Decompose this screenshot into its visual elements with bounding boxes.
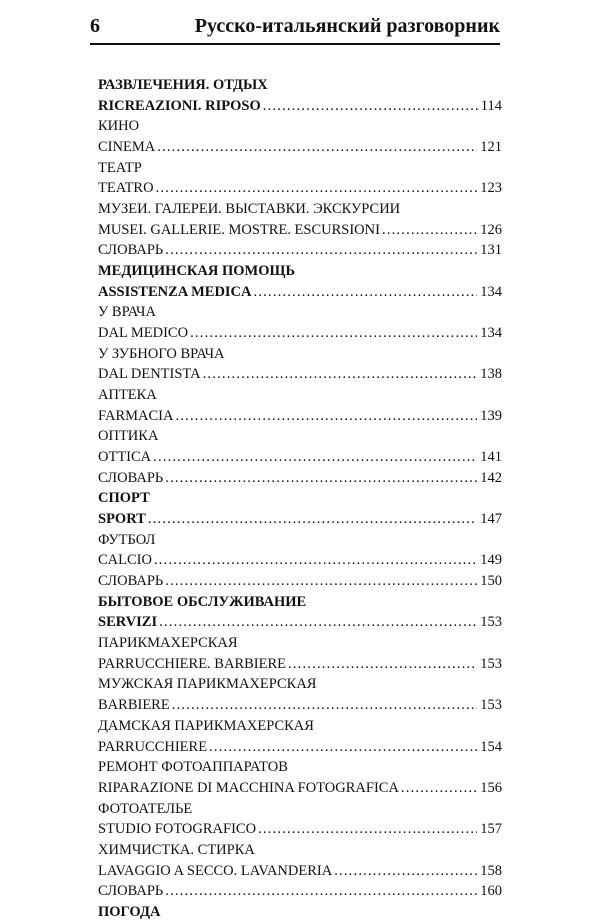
dot-leader: [209, 737, 477, 758]
toc-entry-title: RICREAZIONI. RIPOSO: [98, 97, 261, 114]
toc-entry-title: ХИМЧИСТКА. СТИРКА: [98, 841, 255, 858]
toc-entry: [98, 468, 502, 489]
toc-entry-row: [98, 737, 502, 758]
toc-entry: [98, 550, 502, 571]
dot-leader: [165, 881, 477, 902]
dot-leader: [401, 778, 477, 799]
toc-entry: [98, 633, 502, 654]
toc-entry: [98, 840, 502, 861]
dot-leader: [258, 819, 477, 840]
toc-entry-title: РЕМОНТ ФОТОАППАРАТОВ: [98, 759, 288, 776]
toc-entry-row: [98, 220, 502, 241]
dot-leader: [203, 364, 478, 385]
toc-page-number: 156: [480, 779, 502, 796]
toc-entry: [98, 654, 502, 675]
dot-leader: [165, 571, 477, 592]
toc-page-number: 158: [480, 862, 502, 879]
dot-leader: [156, 178, 478, 199]
toc-page-number: 138: [480, 366, 502, 383]
toc-entry: [98, 406, 502, 427]
toc-entry-title: PARRUCCHIERE: [98, 738, 208, 755]
toc-entry: [98, 530, 502, 551]
dot-leader: [165, 240, 477, 261]
toc-section-heading: [98, 509, 502, 530]
toc-page-number: 160: [480, 883, 502, 900]
dot-leader: [382, 220, 477, 241]
toc-page-number: 150: [480, 573, 502, 590]
toc-entry: [98, 220, 502, 241]
toc-entry-row: [98, 571, 502, 592]
dot-leader: [159, 612, 477, 633]
toc-entry-title: У ВРАЧА: [98, 304, 156, 321]
toc-page-number: 154: [480, 738, 502, 755]
toc-entry-title: BARBIERE: [98, 697, 170, 714]
toc-entry-row: [98, 819, 502, 840]
dot-leader: [263, 96, 478, 117]
toc-page-number: 134: [480, 283, 502, 300]
toc-entry-title: DAL DENTISTA: [98, 366, 201, 383]
dot-leader: [154, 550, 477, 571]
toc-entry: [98, 447, 502, 468]
toc-entry: [98, 323, 502, 344]
toc-entry: [98, 116, 502, 137]
toc-entry: [98, 819, 502, 840]
toc-entry-title: DAL MEDICO: [98, 325, 189, 342]
toc-entry: [98, 695, 502, 716]
toc-entry-title: SPORT: [98, 511, 146, 528]
toc-entry-row: [98, 509, 502, 530]
toc-section-heading: [98, 488, 502, 509]
toc-entry-title: МЕДИЦИНСКАЯ ПОМОЩЬ: [98, 263, 296, 280]
toc-entry-title: LAVAGGIO A SECCO. LAVANDERIA: [98, 862, 333, 879]
toc-entry: [98, 757, 502, 778]
toc-entry: [98, 199, 502, 220]
toc-entry: [98, 861, 502, 882]
toc-entry-title: TEATRO: [98, 180, 154, 197]
toc-entry: [98, 571, 502, 592]
dot-leader: [334, 861, 477, 882]
toc-entry-title: ASSISTENZA MEDICA: [98, 283, 252, 300]
toc-page-number: 126: [480, 221, 502, 238]
toc-entry-title: SERVIZI: [98, 614, 158, 631]
dot-leader: [254, 282, 478, 303]
toc-page-number: 123: [480, 180, 502, 197]
toc-entry-row: [98, 695, 502, 716]
toc-entry-title: STUDIO FOTOGRAFICO: [98, 821, 257, 838]
toc-section-heading: [98, 902, 502, 923]
toc-entry-row: [98, 881, 502, 902]
toc-entry-title: ФОТОАТЕЛЬЕ: [98, 800, 193, 817]
toc-entry-title: МУЗЕИ. ГАЛЕРЕИ. ВЫСТАВКИ. ЭКСКУРСИИ: [98, 201, 401, 218]
toc-section-heading: [98, 592, 502, 613]
toc-entry: [98, 799, 502, 820]
dot-leader: [175, 406, 477, 427]
toc-page-number: 121: [480, 139, 502, 156]
toc-entry: [98, 302, 502, 323]
toc-entry-title: CINEMA: [98, 139, 156, 156]
toc-entry-title: ТЕАТР: [98, 159, 142, 176]
toc-entry-row: [98, 468, 502, 489]
toc-entry: [98, 737, 502, 758]
toc-entry-title: СЛОВАРЬ: [98, 883, 164, 900]
toc-section-heading: [98, 96, 502, 117]
toc-entry-title: CALCIO: [98, 552, 152, 569]
toc-entry-title: РАЗВЛЕЧЕНИЯ. ОТДЫХ: [98, 77, 268, 93]
toc-entry: [98, 344, 502, 365]
toc-entry-title: ОПТИКА: [98, 428, 159, 445]
toc-entry-row: [98, 178, 502, 199]
toc-entry-title: MUSEI. GALLERIE. MOSTRE. ESCURSIONI: [98, 221, 380, 238]
table-of-contents: [98, 75, 502, 923]
toc-entry: [98, 178, 502, 199]
page-header: [90, 10, 500, 46]
toc-entry: [98, 426, 502, 447]
dot-leader: [153, 447, 477, 468]
toc-entry: [98, 778, 502, 799]
toc-entry-row: [98, 550, 502, 571]
toc-entry: [98, 674, 502, 695]
toc-entry: [98, 137, 502, 158]
toc-entry-title: ПОГОДА: [98, 903, 161, 920]
toc-entry-row: [98, 612, 502, 633]
toc-page-number: 134: [480, 325, 502, 342]
toc-entry: [98, 716, 502, 737]
toc-page-number: 142: [480, 469, 502, 486]
toc-page-number: 131: [480, 242, 502, 259]
toc-entry: [98, 240, 502, 261]
toc-section-heading: [98, 612, 502, 633]
toc-entry: [98, 385, 502, 406]
toc-entry-row: [98, 282, 502, 303]
toc-entry-title: PARRUCCHIERE. BARBIERE: [98, 655, 286, 672]
toc-entry-row: [98, 654, 502, 675]
toc-entry-title: RIPARAZIONE DI MACCHINA FOTOGRAFICA: [98, 779, 399, 796]
dot-leader: [148, 509, 477, 530]
toc-entry-row: [98, 778, 502, 799]
toc-entry-title: БЫТОВОЕ ОБСЛУЖИВАНИЕ: [98, 593, 307, 610]
toc-page-number: 157: [480, 821, 502, 838]
toc-page-number: 147: [480, 511, 502, 528]
toc-entry-title: СЛОВАРЬ: [98, 573, 164, 590]
dot-leader: [190, 323, 477, 344]
toc-entry-title: СЛОВАРЬ: [98, 469, 164, 486]
toc-entry-title: OTTICA: [98, 449, 152, 466]
toc-page-number: 149: [480, 552, 502, 569]
page-number: 6: [90, 15, 100, 37]
dot-leader: [157, 137, 477, 158]
toc-entry-title: СЛОВАРЬ: [98, 242, 164, 259]
toc-entry-title: ФУТБОЛ: [98, 531, 156, 548]
toc-section-heading: [98, 75, 502, 96]
header-rule: [90, 43, 500, 45]
toc-entry-row: [98, 447, 502, 468]
dot-leader: [165, 468, 477, 489]
toc-entry-row: [98, 240, 502, 261]
toc-entry: [98, 158, 502, 179]
toc-entry-row: [98, 364, 502, 385]
toc-page-number: 141: [480, 449, 502, 466]
toc-entry-title: МУЖСКАЯ ПАРИКМАХЕРСКАЯ: [98, 676, 317, 693]
toc-entry-row: [98, 96, 502, 117]
toc-entry-title: ПАРИКМАХЕРСКАЯ: [98, 635, 238, 652]
toc-section-heading: [98, 282, 502, 303]
toc-entry: [98, 881, 502, 902]
toc-entry-row: [98, 406, 502, 427]
toc-entry-title: ДАМСКАЯ ПАРИКМАХЕРСКАЯ: [98, 717, 314, 734]
toc-section-heading: [98, 261, 502, 282]
toc-entry-row: [98, 323, 502, 344]
toc-page-number: 153: [480, 655, 502, 672]
dot-leader: [172, 695, 478, 716]
toc-entry: [98, 364, 502, 385]
toc-page-number: 114: [480, 97, 502, 114]
toc-entry-row: [98, 137, 502, 158]
toc-entry-title: У ЗУБНОГО ВРАЧА: [98, 345, 225, 362]
dot-leader: [288, 654, 477, 675]
toc-page-number: 153: [480, 697, 502, 714]
toc-page-number: 153: [480, 614, 502, 631]
running-title: Русско-итальянский разговорник: [194, 15, 500, 37]
toc-page-number: 139: [480, 407, 502, 424]
toc-entry-title: FARMACIA: [98, 407, 174, 424]
toc-entry-title: КИНО: [98, 118, 140, 135]
toc-entry-row: [98, 861, 502, 882]
toc-entry-title: СПОРТ: [98, 490, 150, 507]
toc-entry-title: АПТЕКА: [98, 387, 157, 404]
